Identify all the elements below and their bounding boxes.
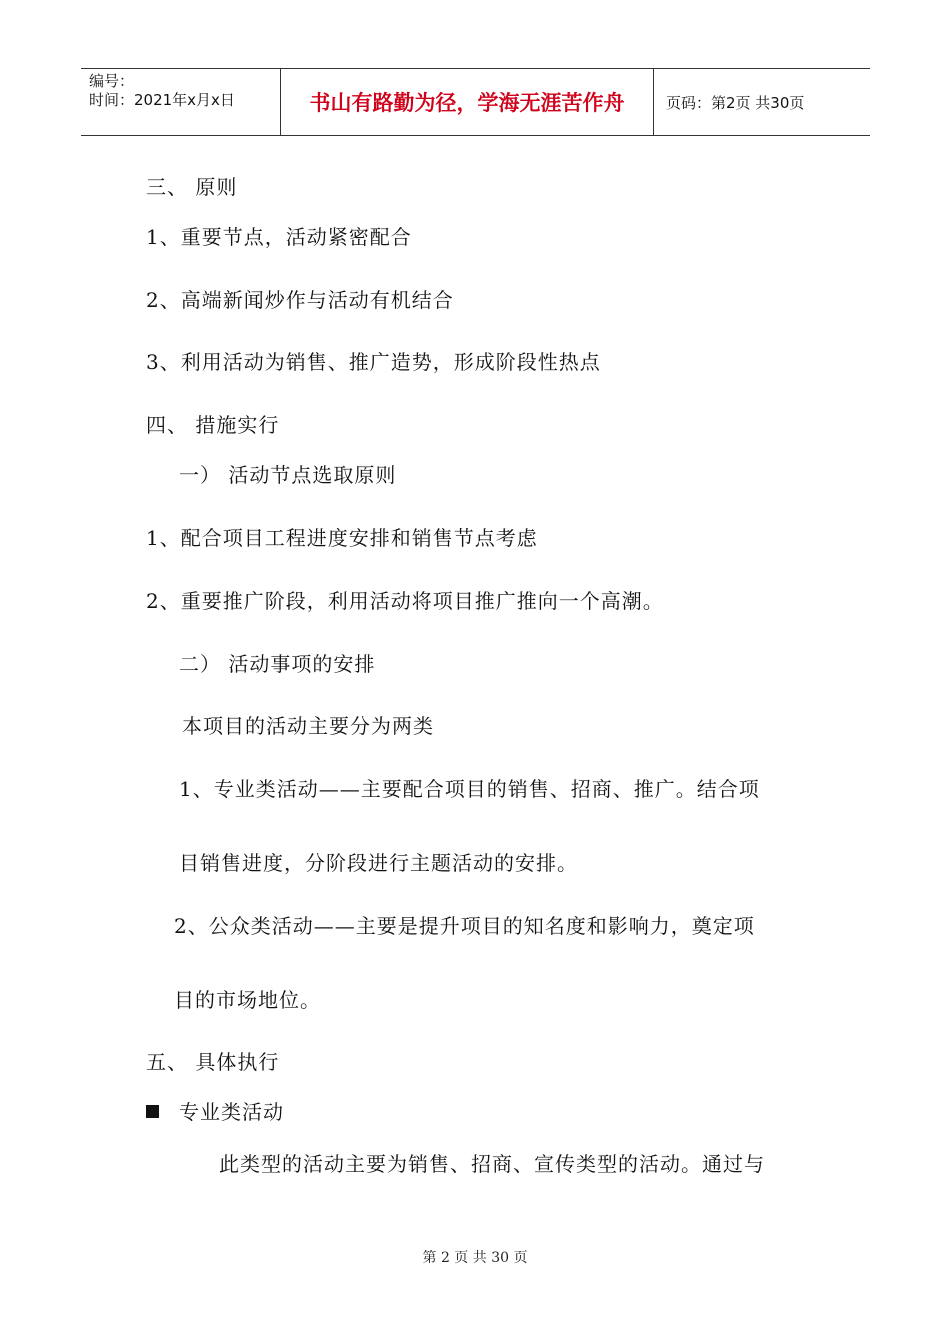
activity-item-1-line-2: 目销售进度，分阶段进行主题活动的安排。 — [179, 851, 578, 875]
principle-item-1: 1、重要节点，活动紧密配合 — [146, 225, 412, 249]
activity-item-1-line-1: 1、专业类活动——主要配合项目的销售、招商、推广。结合项 — [179, 777, 760, 801]
page-header — [81, 68, 870, 136]
subsection-2-title: 二） 活动事项的安排 — [179, 652, 376, 676]
doc-date-label: 时间：2021年x月x日 — [89, 91, 235, 109]
subsection-1-title: 一） 活动节点选取原则 — [179, 463, 397, 487]
activity-item-2-line-2: 目的市场地位。 — [174, 988, 321, 1012]
principle-item-2: 2、高端新闻炒作与活动有机结合 — [146, 288, 454, 312]
header-page-info: 页码：第2页 共30页 — [666, 93, 805, 112]
paragraph-line-1: 此类型的活动主要为销售、招商、宣传类型的活动。通过与 — [219, 1152, 765, 1176]
bullet-label: 专业类活动 — [179, 1100, 284, 1124]
doc-number-label: 编号： — [89, 72, 135, 90]
principle-item-3: 3、利用活动为销售、推广造势，形成阶段性热点 — [146, 350, 601, 374]
page-footer: 第 2 页 共 30 页 — [422, 1250, 528, 1266]
header-motto: 书山有路勤为径，学海无涯苦作舟 — [281, 69, 654, 135]
section-4-title: 四、 措施实行 — [146, 413, 280, 437]
bullet-professional-activities — [146, 1096, 284, 1125]
square-bullet-icon — [146, 1105, 159, 1118]
section-3-title: 三、 原则 — [146, 175, 238, 199]
node-item-2: 2、重要推广阶段，利用活动将项目推广推向一个高潮。 — [146, 589, 664, 613]
header-meta — [81, 69, 281, 135]
section-5-title: 五、 具体执行 — [146, 1050, 280, 1074]
node-item-1: 1、配合项目工程进度安排和销售节点考虑 — [146, 526, 538, 550]
activity-intro: 本项目的活动主要分为两类 — [182, 714, 434, 738]
activity-item-2-line-1: 2、公众类活动——主要是提升项目的知名度和影响力，奠定项 — [174, 914, 755, 938]
